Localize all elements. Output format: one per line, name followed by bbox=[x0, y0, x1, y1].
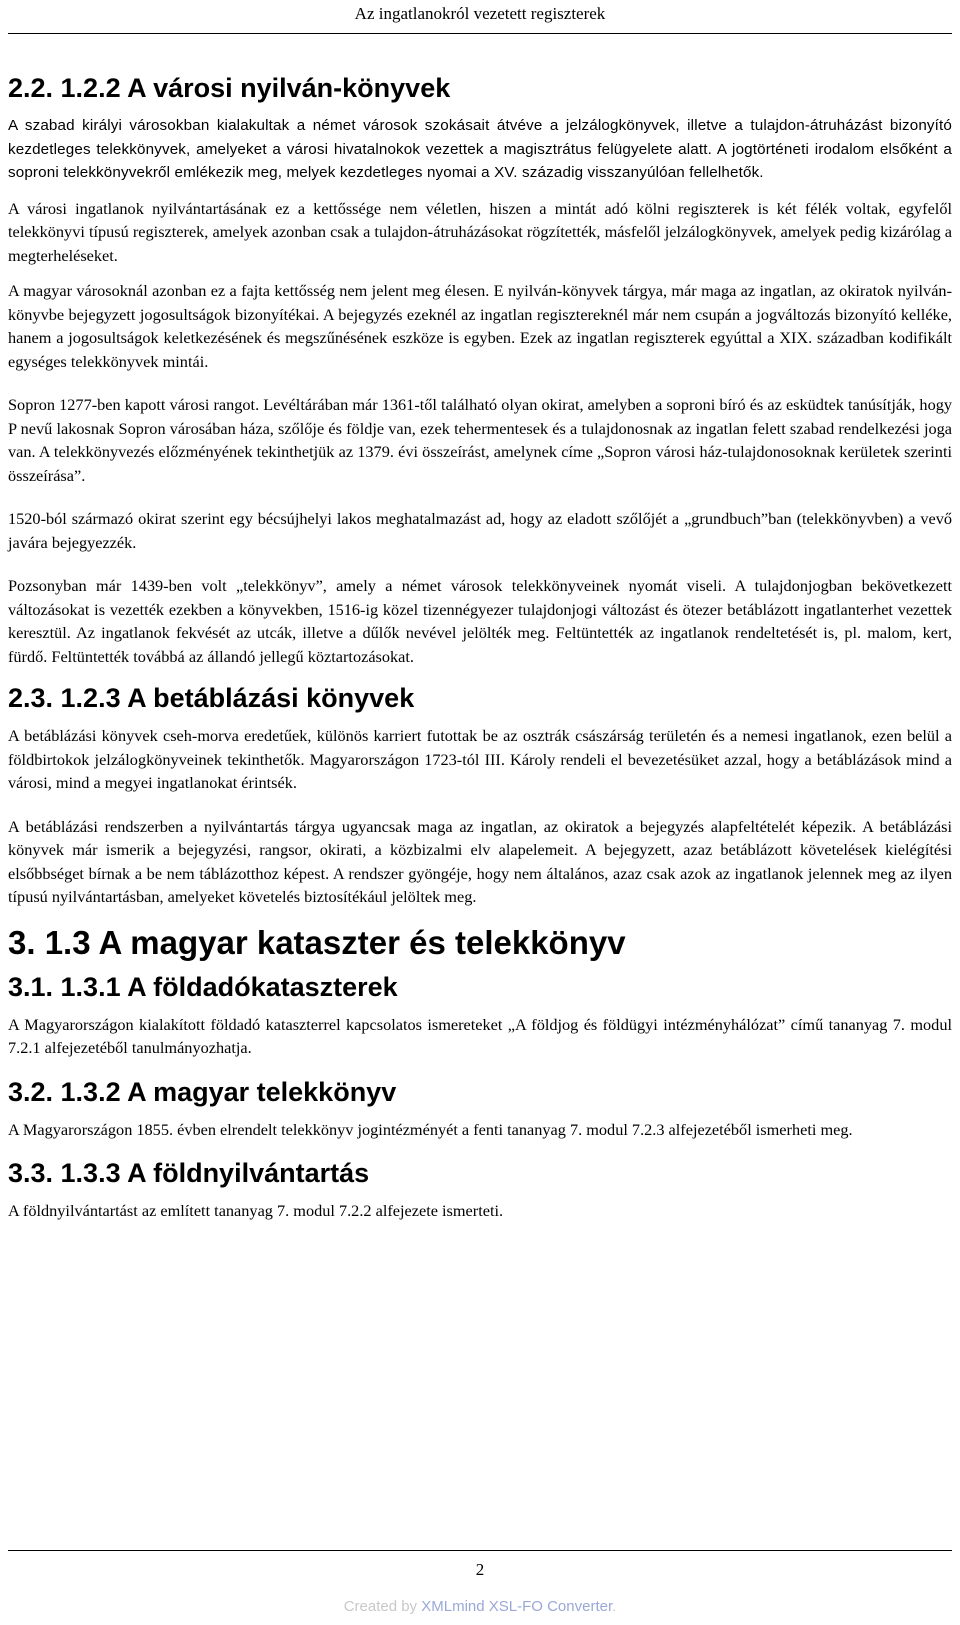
generator-credit bbox=[0, 1598, 960, 1615]
paragraph: Pozsonyban már 1439-ben volt „telekkönyv”, amely a német városok telekkönyveinek nyomát viseli. A tulajdonjogban bekövetkezett változásokat is vezették ezekben a könyvekben, 1516-ig közel tizennégyezer tulajdonjogi változást és ötezer betáblázott ingatlanterhet vezettek keresztül. Az ingatlanok fekvését az utcák, illetve a dűlők nevével jelölték meg. Feltüntették az ingatlanok rendeltetését is, pl. malom, kert, fürdő. Feltüntették továbbá az állandó jellegű köztartozásokat. bbox=[8, 576, 952, 666]
generator-suffix: . bbox=[612, 1598, 617, 1615]
page-content bbox=[8, 72, 952, 1235]
section-heading-2-2: 2.2. 1.2.2 A városi nyilván-könyvek bbox=[8, 73, 451, 103]
generator-link[interactable]: XMLmind XSL-FO Converter bbox=[421, 1598, 613, 1615]
running-header: Az ingatlanokról vezetett regiszterek bbox=[354, 4, 606, 23]
footer-rule bbox=[8, 1550, 952, 1551]
section-heading-3-3: 3.3. 1.3.3 A földnyilvántartás bbox=[8, 1158, 370, 1188]
section-heading-3-1: 3.1. 1.3.1 A földadókataszterek bbox=[8, 971, 398, 1002]
header-rule bbox=[8, 33, 952, 34]
chapter-heading-3: 3. 1.3 A magyar kataszter és telekkönyv bbox=[8, 923, 626, 961]
paragraph: A magyar városoknál azonban ez a fajta kettősség nem jelent meg élesen. E nyilván-könyvek tárgya, már maga az ingatlan, az okiratok nyilván-könyvbe bejegyzett jogosultságok bizonyítékai. A bejegyzés ezeknél az ingatlan regisztereknél már nem csupán a jogváltozás bizonyító kelléke, hanem a jogosultságok keletkezésének és megszűnésének eszköze is egyben. Ezek az ingatlan regiszterek egyúttal a XIX. században kodifikált egységes telekkönyvek mintái. bbox=[8, 281, 952, 371]
paragraph: Sopron 1277-ben kapott városi rangot. Levéltárában már 1361-től található olyan okirat, amelyben a soproni bíró és az esküdtek tanúsítják, hogy P nevű lakosnak Sopron városában háza, szőlője és földje van, ezek tehermentesek és a tulajdonosnak az ingatlan felett szabad rendelkezési joga van. A telekkönyvezés előzményének tekinthetjük az 1379. évi összeírást, amelynek címe „Sopron városi ház-tulajdonosoknak kerületek szerinti összeírása”. bbox=[8, 395, 952, 485]
paragraph: A betáblázási rendszerben a nyilvántartás tárgya ugyancsak maga az ingatlan, az okiratok a bejegyzés alapfeltételét képezik. A betáblázási könyvek már ismerik a bejegyzési, rangsor, okirati, a közbizalmi elv alapelemeit. A bejegyzett, azaz betáblázott követelések kielégítési elsőbbséget bírnak a be nem táblázotthoz képest. A rendszer gyöngéje, hogy nem általános, azaz csak azok az ingatlanok jelennek meg az ilyen típusú nyilvántartásban, amelyeket követelés biztosítékául jelöltek meg. bbox=[8, 816, 952, 906]
paragraph: 1520-ból származó okirat szerint egy bécsújhelyi lakos meghatalmazást ad, hogy az eladott szőlőjét a „grundbuch”ban (telekkönyvben) a vevő javára bejegyezzék. bbox=[8, 509, 952, 552]
paragraph: A földnyilvántartást az említett tananyag 7. modul 7.2.2 alfejezete ismerteti. bbox=[8, 1201, 504, 1220]
paragraph: A szabad királyi városokban kialakultak a német városok szokásait átvéve a jelzálogkönyvek, illetve a tulajdon-átruházást bizonyító kezdetleges telekkönyvek, amelyeket a városi hivatalnokok vezettek a magisztrátus felügyelete alatt. A jogtörténeti irodalom elsőként a soproni telekkönyvekről emlékezik meg, melyek kezdetleges nyomai a XV. századig visszanyúlóan fellelhetők. bbox=[8, 117, 952, 181]
paragraph: A betáblázási könyvek cseh-morva eredetűek, különös karriert futottak be az osztrák császárság területén és a nemesi ingatlanok, ezen belül a földbirtokok jelzálogkönyveinek tekinthetők. Magyarországon 1723-tól III. Károly rendeli el bevezetésüket azzal, hogy a betáblázások mind a városi, mind a megyei ingatlanokat érintsék. bbox=[8, 726, 952, 792]
section-heading-2-3: 2.3. 1.2.3 A betáblázási könyvek bbox=[8, 683, 415, 713]
page-number: 2 bbox=[475, 1560, 485, 1579]
section-heading-3-2: 3.2. 1.3.2 A magyar telekkönyv bbox=[8, 1076, 397, 1107]
paragraph: A városi ingatlanok nyilvántartásának ez a kettőssége nem véletlen, hiszen a mintát adó kölni regiszterek is két félék voltak, egyfelől telekkönyvi típusú regiszterek, amelyek azonban csak a tulajdon-átruházásokat rögzítették, másfelől jelzálogkönyvek, amelyek pedig kizárólag a megterheléseket. bbox=[8, 198, 952, 265]
generator-prefix: Created by bbox=[343, 1598, 422, 1615]
paragraph: A Magyarországon kialakított földadó kataszterrel kapcsolatos ismereteket „A földjog és földügyi intézményhálózat” című tananyag 7. modul 7.2.1 alfejezetéből tanulmányozhatja. bbox=[8, 1014, 952, 1057]
paragraph: A Magyarországon 1855. évben elrendelt telekkönyv jogintézményét a fenti tananyag 7. modul 7.2.3 alfejezetéből ismerheti meg. bbox=[8, 1119, 853, 1139]
